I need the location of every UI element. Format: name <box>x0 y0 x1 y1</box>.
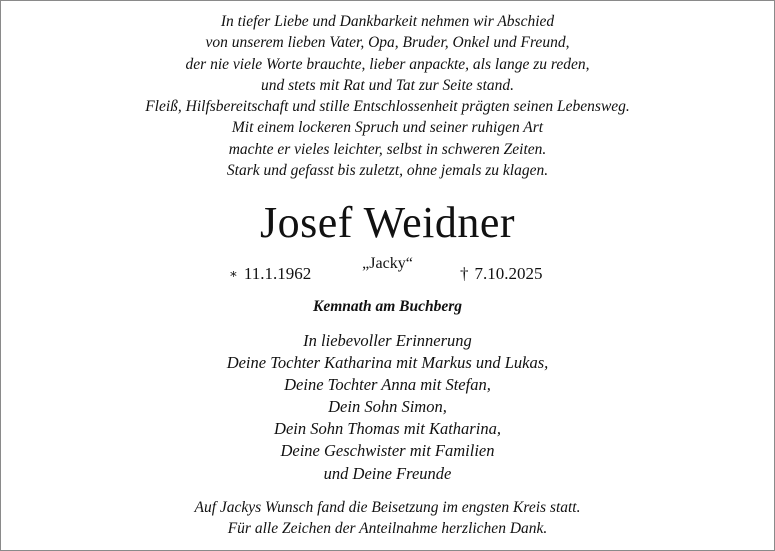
intro-line: Stark und gefasst bis zuletzt, ohne jemals zu klagen. <box>226 162 549 180</box>
mourner-line: Deine Tochter Anna mit Stefan, <box>284 375 491 395</box>
mourner-line: Dein Sohn Simon, <box>328 397 447 417</box>
closing-line: Für alle Zeichen der Anteilnahme herzlichen Dank. <box>227 520 548 537</box>
intro-line: machte er vieles leichter, selbst in schweren Zeiten. <box>228 140 547 158</box>
intro-line: In tiefer Liebe und Dankbarkeit nehmen wir Abschied <box>220 13 555 30</box>
intro-line: Mit einem lockeren Spruch und seiner ruhigen Art <box>231 119 544 137</box>
intro-line: und stets mit Rat und Tat zur Seite stand. <box>260 76 515 94</box>
birth-star-icon: ∗ <box>229 266 238 281</box>
mourner-line: Deine Geschwister mit Familien <box>280 441 495 461</box>
intro-line: Fleiß, Hilfsbereitschaft und stille Entschlossenheit prägten seinen Lebensweg. <box>145 98 630 116</box>
mourners-list <box>1 330 774 485</box>
mourner-line: Dein Sohn Thomas mit Katharina, <box>274 419 501 439</box>
death-cross-icon: † <box>460 264 469 283</box>
death-info <box>460 263 543 285</box>
death-date: 7.10.2025 <box>474 264 543 283</box>
intro-line: von unserem lieben Vater, Opa, Bruder, Onkel und Freund, <box>205 34 570 52</box>
intro-poem <box>1 11 774 181</box>
mourner-line: In liebevoller Erinnerung <box>303 331 472 350</box>
hometown: Kemnath am Buchberg <box>313 298 462 315</box>
closing-line: Auf Jackys Wunsch fand die Beisetzung im engsten Kreis statt. <box>194 499 581 516</box>
intro-line: der nie viele Worte brauchte, lieber anpackte, als lange zu reden, <box>185 55 590 73</box>
closing-note <box>1 497 774 539</box>
deceased-name: Josef Weidner <box>259 198 516 247</box>
deceased-nickname: „Jacky“ <box>362 255 413 272</box>
mourner-line: und Deine Freunde <box>323 463 452 483</box>
birth-date: 11.1.1962 <box>243 264 312 283</box>
mourner-line: Deine Tochter Katharina mit Markus und Lukas, <box>226 353 549 373</box>
